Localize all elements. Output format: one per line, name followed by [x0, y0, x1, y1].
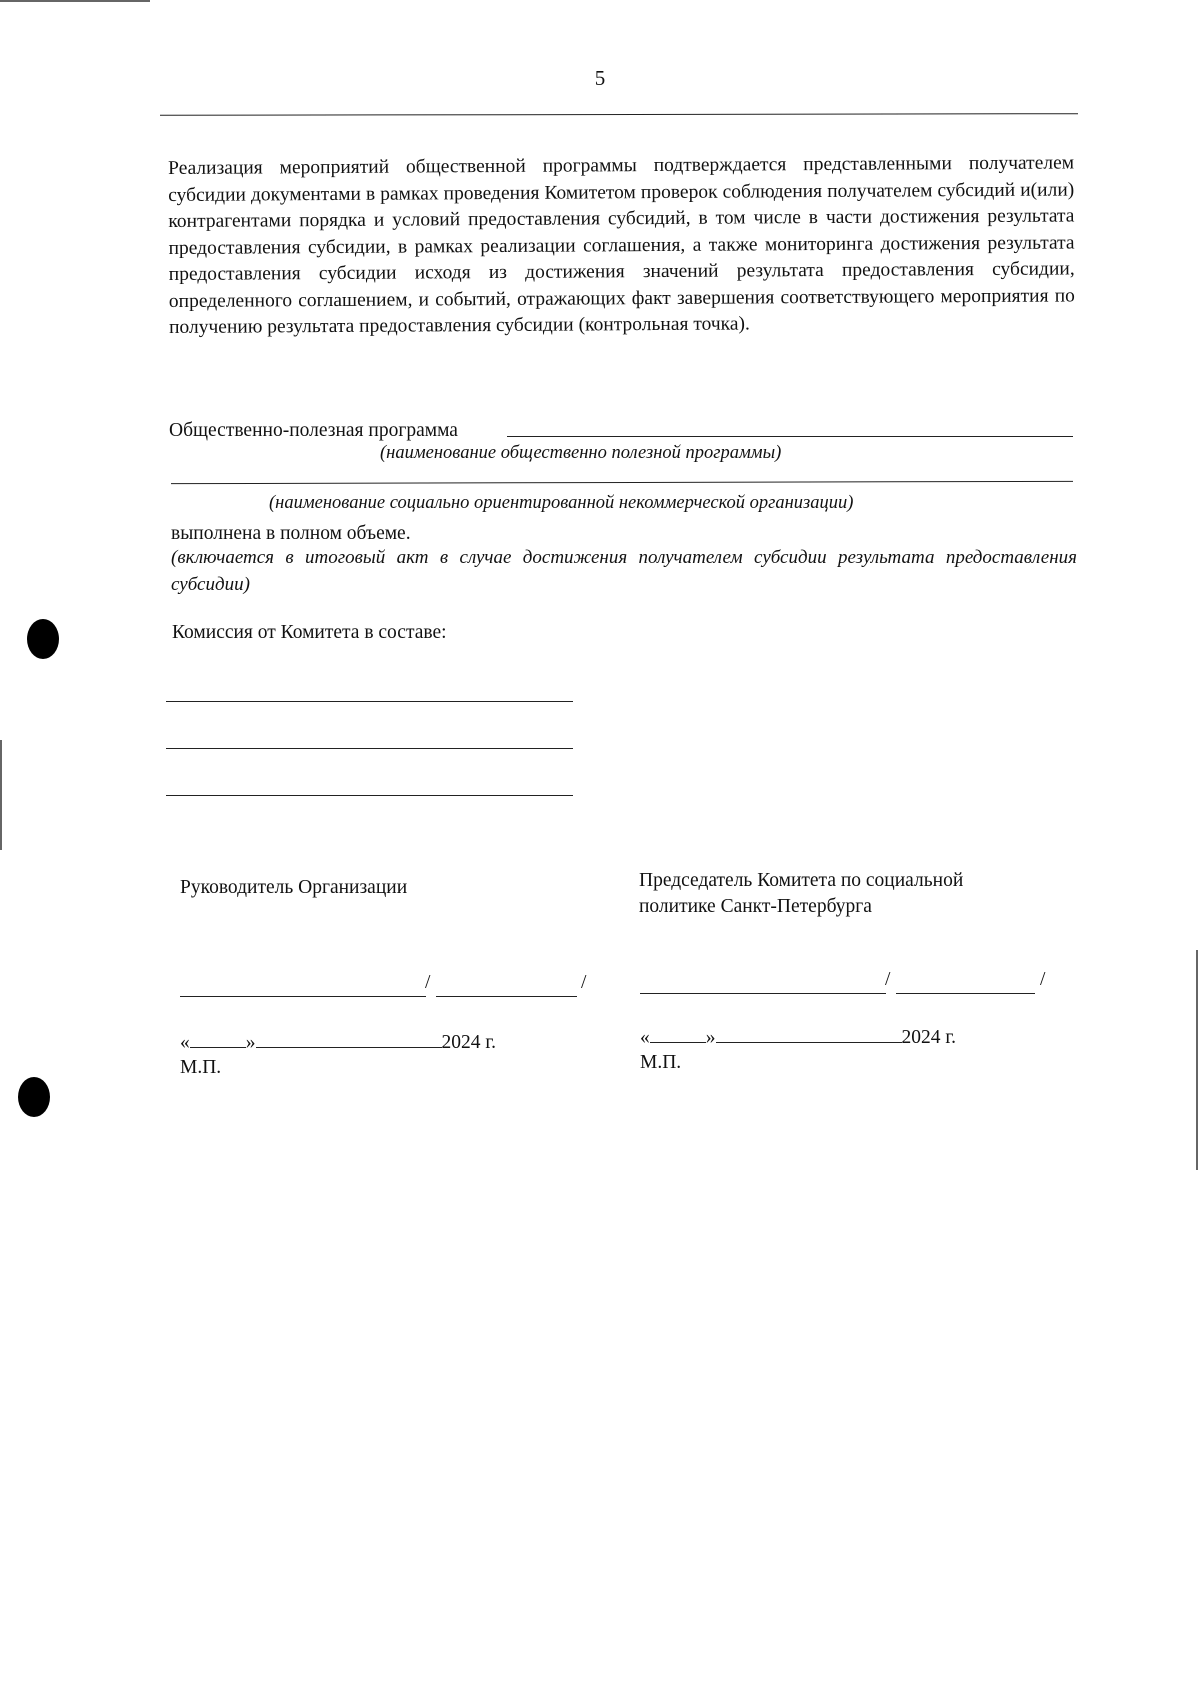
org-head-name-line — [436, 996, 577, 997]
program-name-hint: (наименование общественно полезной программы) — [380, 443, 782, 463]
date-year: 2024 г. — [901, 1027, 957, 1048]
program-completed-text: выполнена в полном объеме. — [171, 523, 411, 544]
punch-hole-top — [27, 619, 59, 659]
committee-chair-slash-1: / — [885, 969, 891, 990]
program-label: Общественно-полезная программа — [169, 420, 458, 441]
inclusion-note: (включается в итоговый акт в случае достижения получателем субсидии результата предоставления субсидии) — [171, 547, 1077, 595]
committee-chair-title-line2: политике Санкт-Петербурга — [639, 896, 872, 917]
committee-chair-date — [640, 1024, 956, 1049]
commission-member-line-2 — [166, 748, 573, 749]
commission-label: Комиссия от Комитета в составе: — [172, 622, 447, 643]
committee-chair-slash-2: / — [1040, 969, 1046, 990]
commission-member-line-3 — [166, 795, 573, 796]
punch-hole-bottom — [18, 1077, 50, 1117]
org-head-slash-1: / — [425, 972, 431, 993]
scan-edge-mark-left — [0, 740, 2, 850]
org-head-date — [180, 1029, 496, 1054]
date-month-blank — [256, 1029, 442, 1048]
date-quote-close: » — [705, 1027, 716, 1048]
organization-name-hint: (наименование социально ориентированной некоммерческой организации) — [269, 493, 854, 513]
date-quote-open: « — [180, 1032, 190, 1053]
commission-member-line-1 — [166, 701, 573, 702]
date-year: 2024 г. — [441, 1032, 497, 1053]
organization-name-line — [171, 481, 1073, 484]
body-paragraph: Реализация мероприятий общественной программы подтверждается представленными получателем субсидии документами в рамках проведения Комитетом проверок соблюдения получателем субсидий и(или) контрагентами порядка и условий предоставления субсидий, в том числе в части достижения результата предоставления субсидии, в рамках реализации соглашения, а также мониторинга достижения результата предоставления субсидии исходя из достижения значений результата предоставления субсидии, определенного соглашением, и событий, отражающих факт завершения соответствующего мероприятия по получению результата предоставления субсидии (контрольная точка). — [168, 152, 1075, 338]
date-day-blank — [190, 1029, 246, 1048]
date-quote-open: « — [640, 1027, 650, 1048]
org-head-title: Руководитель Организации — [180, 877, 408, 898]
program-name-line — [507, 436, 1073, 437]
header-rule — [160, 113, 1078, 116]
committee-chair-title-line1: Председатель Комитета по социальной — [639, 870, 964, 891]
scan-edge-mark-top — [0, 0, 150, 2]
date-day-blank — [650, 1024, 706, 1043]
page-number: 5 — [594, 66, 606, 90]
scan-edge-mark-right — [1196, 950, 1198, 1170]
org-seal-label: М.П. — [180, 1057, 222, 1078]
org-head-slash-2: / — [581, 972, 587, 993]
date-month-blank — [716, 1024, 902, 1043]
committee-seal-label: М.П. — [640, 1052, 682, 1073]
org-head-signature-line — [180, 996, 426, 997]
date-quote-close: » — [245, 1032, 256, 1053]
committee-chair-name-line — [896, 993, 1035, 994]
committee-chair-signature-line — [640, 993, 886, 994]
